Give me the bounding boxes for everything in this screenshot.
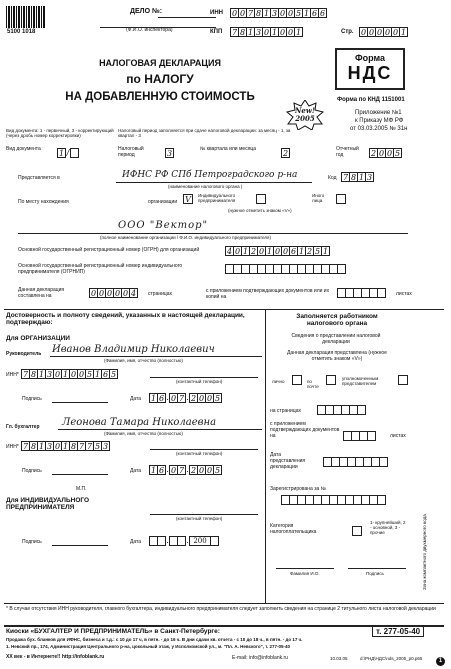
char-cell: 0 — [274, 247, 281, 256]
footnote: * В случае отсутствия ИНН руководителя, главного бухгалтера, индивидуального предпринимателя следует заполнить сведения на странице 2 титульного листа налоговой декларации — [6, 606, 436, 612]
ip-heading: Для ИНДИВИДУАЛЬНОГО ПРЕДПРИНИМАТЕЛЯ — [6, 497, 90, 511]
char-cell: 1 — [263, 9, 270, 18]
form-box — [335, 48, 405, 90]
new-2005-badge — [285, 100, 325, 130]
char-cell: 2 — [190, 466, 197, 475]
ip-date-cells: . . 200 — [150, 536, 219, 546]
char-cell: 1 — [266, 247, 273, 256]
char-cell: 4 — [226, 247, 233, 256]
attach-suffix: листах — [396, 291, 412, 297]
chief-phone-caption: (контактный телефон) — [176, 451, 223, 456]
footer-file-id: d:\РНД\НДС\nds_2005_p0.p65 — [360, 656, 423, 661]
pages-label: Данная декларация составлена на — [18, 287, 65, 299]
char-cell: 1 — [247, 28, 254, 37]
order-date: от 03.03.2005 № 31н — [350, 126, 408, 132]
ogrn-cells — [226, 246, 330, 256]
registered-cells — [282, 495, 386, 505]
char-cell: 1 — [298, 247, 305, 256]
char-cell — [377, 495, 386, 505]
chief-date-label: Дата — [130, 468, 142, 474]
sign-caption: Подпись — [366, 571, 384, 576]
head-label: Руководитель — [6, 351, 42, 357]
char-cell: 0 — [360, 28, 367, 37]
inn-label: ИНН — [210, 10, 223, 16]
head-sign-label: Подпись — [22, 396, 42, 402]
char-cell: 0 — [279, 9, 286, 18]
pages-cells — [90, 288, 138, 298]
period-note: Налоговый период заполняется при сдаче налоговой декларации: за месяц - 1, за квартал - 3 — [118, 128, 291, 138]
quarter-cells — [282, 148, 290, 158]
char-cell: 6 — [158, 466, 165, 475]
new-badge-text: New! 2005 — [295, 106, 315, 123]
ad-line2: Продажа бух. бланков для ИФНС, бизнеса и т.д.: с 10 до 17 ч, в пятн. - до 16 ч. В дни сдачи кв. отчета - с 10 до 18 ч., в пятн. - до 17 ч. — [6, 637, 303, 642]
char-cell: 8 — [239, 28, 246, 37]
char-cell: 6 — [102, 370, 109, 379]
char-cell: 0 — [378, 149, 385, 158]
category-options: 1- крупнейший, 2 - основной, 3 - прочие — [370, 520, 406, 535]
char-cell: 7 — [178, 394, 185, 403]
char-cell: 0 — [122, 289, 129, 298]
char-cell: 0 — [78, 370, 85, 379]
ad-line3: 1. Невский пр., 174, Администрация Центрального р-на, цокольный этаж, у Исполкомской ул., м. "Пл. А. Невского", т. 277-05-40 — [6, 644, 291, 649]
ogrnip-label: Основной государственный регистрационный номер индивидуального предпринимателя (ОГРНИП) — [18, 263, 183, 275]
chief-inn-label: ИНН* — [6, 444, 19, 450]
right-sub: Сведения о представлении налоговой декларации — [291, 333, 381, 345]
personally-checkbox[interactable] — [292, 375, 302, 385]
side-note: Зона компактного двухмерного кода — [422, 514, 427, 590]
char-cell: 0 — [98, 289, 105, 298]
head-inn-label: ИНН* — [6, 372, 19, 378]
org-label: организации — [148, 199, 178, 205]
chief-caption: (Фамилия, имя, отчество (полностью) — [104, 431, 183, 436]
presented-label: Данная декларация представлена (нужное отметить знаком «V») — [287, 350, 387, 362]
char-cell: 7 — [22, 442, 29, 451]
chief-inn-cells — [22, 441, 110, 451]
date-separator: . — [166, 465, 169, 474]
vid-cells: 1 / — [58, 148, 79, 158]
char-cell: 1 — [242, 247, 249, 256]
ip-sign-label: Подпись — [22, 539, 42, 545]
char-cell: 0 — [279, 28, 286, 37]
char-cell — [379, 457, 388, 467]
personally-label: лично — [272, 379, 285, 384]
char-cell: 6 — [311, 9, 318, 18]
inn-cells — [231, 8, 327, 18]
vid-label: Вид документа — [6, 146, 41, 152]
pages-suffix: страницах — [148, 291, 173, 297]
delo-label: ДЕЛО №: — [130, 8, 163, 15]
char-cell: 0 — [198, 394, 205, 403]
confirm-heading: Достоверность и полноту сведений, указанных в настоящей декларации, подтверждаю: — [6, 312, 245, 326]
char-cell: 3 — [46, 370, 53, 379]
authority-value: ИФНС РФ СПб Петроградского р-на — [122, 170, 298, 180]
char-cell: 0 — [54, 442, 61, 451]
char-cell: 0 — [282, 247, 289, 256]
other-label: Иного лица — [312, 193, 325, 203]
ad-line1: Киоски «БУХГАЛТЕР И ПРЕДПРИНИМАТЕЛЬ» в Санкт-Петербурге: — [6, 628, 220, 635]
char-cell: 0 — [206, 466, 213, 475]
char-cell: 8 — [30, 442, 37, 451]
char-cell: 5 — [314, 247, 321, 256]
period-cells — [166, 148, 174, 158]
char-cell: 1 — [358, 173, 365, 182]
char-cell: 0 — [198, 466, 205, 475]
chief-date-cells — [150, 465, 222, 475]
char-cell: 6 — [158, 394, 165, 403]
chief-label: Гл. бухгалтер — [6, 424, 40, 430]
fio-caption: Фамилия И.О. — [290, 571, 320, 576]
ad-phone: т. 277-05-40 — [372, 626, 424, 637]
char-cell: 1 — [62, 442, 69, 451]
inspector-caption: (Ф.И.О. инспектора) — [126, 27, 173, 33]
page-cells — [360, 27, 408, 37]
char-cell: 1 — [62, 370, 69, 379]
org-name: ООО "Вектор" — [118, 220, 209, 231]
char-cell: 0 — [376, 28, 383, 37]
code-cells — [342, 172, 374, 182]
barcode-number: 5100 1018 — [7, 29, 36, 35]
char-cell: 1 — [38, 442, 45, 451]
ip-date-label: Дата — [130, 539, 142, 545]
char-cell: 0 — [70, 370, 77, 379]
char-cell: 5 — [214, 466, 221, 475]
char-cell: 3 — [366, 173, 373, 182]
org-caption: (полное наименование организации / Ф.И.О. индивидуального предпринимателя) — [100, 235, 271, 240]
right-pages-cells — [318, 405, 366, 415]
right-attach-cells — [344, 431, 376, 441]
ad-email[interactable]: E-mail: info@infoblank.ru — [232, 655, 288, 661]
char-cell: 7 — [86, 442, 93, 451]
char-cell — [367, 431, 376, 441]
char-cell: 2 — [370, 149, 377, 158]
ogrn-label: Основной государственный регистрационный номер (ОГРН) для организаций — [18, 247, 200, 253]
ip-label: Индивидуального предпринимателя — [198, 193, 236, 203]
ad-code: 10.03.05 — [330, 656, 348, 661]
title-line3: НА ДОБАВЛЕННУЮ СТОИМОСТЬ — [65, 91, 255, 103]
char-cell: 0 — [170, 394, 177, 403]
right-attach-label: с приложением подтверждающих документов на — [270, 421, 340, 439]
kpp-label: КПП — [210, 29, 223, 35]
char-cell: 0 — [106, 289, 113, 298]
char-cell: 1 — [38, 370, 45, 379]
char-cell: 7 — [247, 9, 254, 18]
char-cell: 1 — [150, 394, 157, 403]
char-cell: 0 — [206, 394, 213, 403]
title-line1: НАЛОГОВАЯ ДЕКЛАРАЦИЯ — [99, 58, 221, 68]
annex-label: Приложение №1 — [355, 110, 402, 116]
authority-caption: (наименование налогового органа ) — [168, 184, 243, 189]
char-cell: 0 — [54, 370, 61, 379]
barcode — [6, 6, 46, 28]
char-cell: 0 — [234, 247, 241, 256]
period-label: Налоговый период — [118, 146, 144, 158]
code-label: Код — [328, 175, 337, 181]
char-cell: 8 — [350, 173, 357, 182]
char-cell: 1 — [94, 370, 101, 379]
by-agent-label: уполномоченным представителем — [342, 376, 379, 386]
attach-label: с приложением подтверждающих документов или их копий на — [206, 288, 330, 300]
char-cell: 5 — [86, 370, 93, 379]
char-cell: 6 — [319, 9, 326, 18]
char-cell: 7 — [178, 466, 185, 475]
char-cell: 5 — [94, 442, 101, 451]
category-box[interactable] — [352, 526, 362, 536]
vid-value: 1 — [58, 149, 65, 158]
char-cell: 8 — [255, 9, 262, 18]
chief-sign-label: Подпись — [22, 468, 42, 474]
char-cell: 7 — [231, 28, 238, 37]
char-cell: 1 — [303, 9, 310, 18]
char-cell: 5 — [214, 394, 221, 403]
char-cell: 8 — [70, 442, 77, 451]
page-label: Стр. — [341, 29, 354, 35]
char-cell: 2 — [190, 394, 197, 403]
char-cell: 1 — [271, 28, 278, 37]
char-cell — [357, 405, 366, 415]
right-sheets-label: листах — [390, 433, 406, 439]
ogrnip-cells — [226, 264, 346, 274]
location-label: По месту нахождения — [18, 199, 69, 205]
char-cell: 0 — [231, 9, 238, 18]
attach-cells — [338, 288, 386, 298]
head-inn-cells — [22, 369, 118, 379]
by-agent-checkbox[interactable] — [398, 375, 408, 385]
doc-type-note: Вид документа: 1 - первичный, 3 - корректирующий (через дробь номер корректировки) — [6, 128, 114, 138]
char-cell: 0 — [263, 28, 270, 37]
head-date-label: Дата — [130, 396, 142, 402]
year-label: Отчетный год — [336, 146, 359, 158]
category-label: Категория налогоплательщика — [270, 523, 317, 535]
quarter-value: 2 — [282, 149, 289, 158]
mp-label: М.П. — [76, 486, 87, 492]
right-date-cells — [324, 457, 388, 467]
char-cell: 0 — [114, 289, 121, 298]
char-cell: 7 — [78, 442, 85, 451]
char-cell: 0 — [239, 9, 246, 18]
head-phone-caption: (контактный телефон) — [176, 379, 223, 384]
char-cell — [337, 264, 346, 274]
char-cell: 0 — [90, 289, 97, 298]
registered-label: Зарегистрирована за № — [270, 486, 327, 492]
char-cell: 0 — [368, 28, 375, 37]
ip-checkbox[interactable] — [256, 194, 266, 204]
char-cell: 5 — [394, 149, 401, 158]
form-label: Форма — [354, 53, 386, 63]
right-heading: Заполняется работником налогового органа — [296, 313, 378, 327]
right-date-label: Дата представления декларации — [270, 452, 306, 470]
char-cell: 6 — [290, 247, 297, 256]
char-cell: 7 — [342, 173, 349, 182]
order-label: к Приказу МФ РФ — [355, 118, 404, 124]
knd-label: Форма по КНД 1151001 — [337, 97, 405, 103]
period-value: 3 — [166, 149, 173, 158]
page-number: 1 — [436, 657, 445, 666]
right-pages-label: на страницах — [270, 408, 301, 414]
char-cell: 0 — [170, 466, 177, 475]
by-mail-label: по почте — [307, 379, 319, 389]
char-cell: 0 — [386, 149, 393, 158]
org-checkbox[interactable]: V — [183, 194, 193, 204]
ad-line4[interactable]: XX век - в Интернете!! http://infoblank.ru — [6, 654, 105, 660]
date-separator: . — [166, 393, 169, 402]
char-cell: 0 — [287, 28, 294, 37]
form-code: НДС — [347, 63, 393, 83]
ip-year: 200 — [189, 536, 211, 546]
ip-phone-caption: (контактный телефон) — [176, 516, 223, 521]
char-cell: 0 — [384, 28, 391, 37]
char-cell: 1 — [295, 28, 302, 37]
head-date-cells — [150, 393, 222, 403]
by-mail-checkbox[interactable] — [326, 375, 336, 385]
char-cell: 3 — [46, 442, 53, 451]
char-cell: 0 — [392, 28, 399, 37]
char-cell: 8 — [30, 370, 37, 379]
org-heading: Для ОРГАНИЗАЦИИ — [6, 335, 70, 342]
quarter-label: № квартала или месяца — [200, 146, 257, 152]
char-cell: 4 — [130, 289, 137, 298]
char-cell: 3 — [271, 9, 278, 18]
kpp-cells — [231, 27, 303, 37]
head-name: Иванов Владимир Николаевич — [52, 344, 215, 355]
chief-name: Леонова Тамара Николаевна — [62, 417, 217, 428]
char-cell: 1 — [322, 247, 329, 256]
char-cell: 1 — [400, 28, 407, 37]
char-cell: 2 — [306, 247, 313, 256]
title-line2: по НАЛОГУ — [126, 72, 194, 86]
date-separator: . — [186, 393, 189, 402]
date-separator: . — [186, 465, 189, 474]
authority-label: Представляется в — [18, 175, 60, 181]
char-cell: 7 — [22, 370, 29, 379]
char-cell — [377, 288, 386, 298]
mark-note: (нужное отметить знаком «V») — [228, 208, 292, 213]
char-cell: 5 — [110, 370, 117, 379]
char-cell: 3 — [102, 442, 109, 451]
other-checkbox[interactable] — [336, 194, 346, 204]
year-cells — [370, 148, 402, 158]
char-cell: 1 — [150, 466, 157, 475]
char-cell: 5 — [295, 9, 302, 18]
char-cell: 2 — [250, 247, 257, 256]
char-cell: 0 — [287, 9, 294, 18]
char-cell: 3 — [255, 28, 262, 37]
head-caption: (Фамилия, имя, отчество (полностью) — [104, 358, 183, 363]
char-cell: 0 — [258, 247, 265, 256]
